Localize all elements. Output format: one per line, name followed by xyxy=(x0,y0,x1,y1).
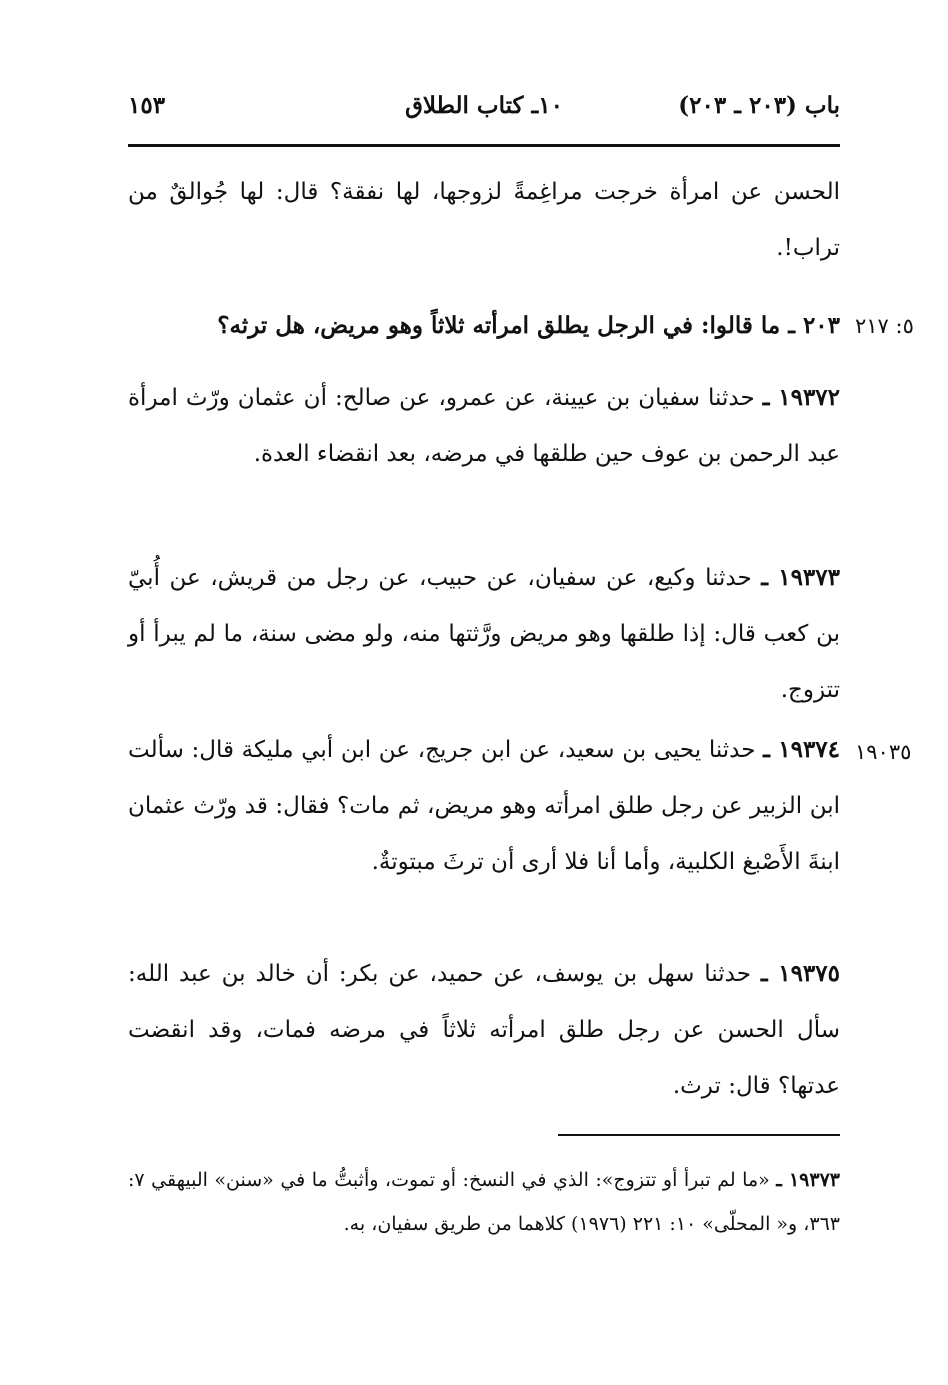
header-rule xyxy=(128,144,840,147)
hadith-number: ١٩٣٧٥ ـ xyxy=(760,960,840,987)
hadith-number: ١٩٣٧٤ ـ xyxy=(763,736,841,763)
footnote xyxy=(128,1158,840,1246)
hadith-text: حدثنا وكيع، عن سفيان، عن حبيب، عن رجل من قريش، عن أُبيّ بن كعب قال: إذا طلقها وهو مريض ورَّثتها منه، ولو مضى سنة، ما لم يبرأ أو تتزوج. xyxy=(128,565,840,703)
chapter-heading xyxy=(150,304,840,348)
footnote-text: «ما لم تبرأ أو تتزوج»: الذي في النسخ: أو تموت، وأثبتُّ ما في «سنن» البيهقي ٧: ٣٦٣، و« المحلّى» ١٠: ٢٢١ (١٩٧٦) كلاهما من طريق سفيان، به. xyxy=(128,1169,840,1235)
page-number: ١٥٣ xyxy=(128,92,166,119)
chapter-margin-ref: ٥: ٢١٧ xyxy=(855,314,914,338)
hadith-19373 xyxy=(128,550,840,718)
footnote-rule xyxy=(558,1134,840,1136)
section-heading: باب (٢٠٣ ـ ٢٠٣) xyxy=(678,92,840,119)
hadith-margin-ref: ١٩٠٣٥ xyxy=(855,740,912,764)
footnote-number: ١٩٣٧٣ ـ xyxy=(776,1169,840,1191)
chapter-number: ٢٠٣ ـ xyxy=(788,312,840,339)
hadith-19375 xyxy=(128,946,840,1114)
hadith-number: ١٩٣٧٢ ـ xyxy=(762,384,841,411)
hadith-19374 xyxy=(128,722,840,890)
hadith-text: حدثنا سفيان بن عيينة، عن عمرو، عن صالح: أن عثمان ورّث امرأة عبد الرحمن بن عوف حين طلقها في مرضه، بعد انقضاء العدة. xyxy=(128,385,840,467)
hadith-text: حدثنا سهل بن يوسف، عن حميد، عن بكر: أن خالد بن عبد الله: سأل الحسن عن رجل طلق امرأته ثلاثاً في مرضه فمات، وقد انقضت عدتها؟ قال: ترث. xyxy=(128,961,840,1099)
chapter-title: ما قالوا: في الرجل يطلق امرأته ثلاثاً وهو مريض، هل ترثه؟ xyxy=(217,312,781,339)
hadith-number: ١٩٣٧٣ ـ xyxy=(761,564,840,591)
intro-paragraph: الحسن عن امرأة خرجت مراغِمةً لزوجها، لها نفقة؟ قال: لها جُوالقٌ من تراب!. xyxy=(128,179,840,261)
hadith-19372 xyxy=(128,370,840,482)
page-header xyxy=(128,92,840,132)
book-title: ١٠ـ كتاب الطلاق xyxy=(405,92,563,119)
hadith-text: حدثنا يحيى بن سعيد، عن ابن جريج، عن ابن أبي مليكة قال: سألت ابن الزبير عن رجل طلق امرأته وهو مريض، ثم مات؟ فقال: قد ورّث عثمان ابنةَ الأَصْبغ الكلبية، وأما أنا فلا أرى أن ترثَ مبتوتةٌ. xyxy=(128,737,840,875)
